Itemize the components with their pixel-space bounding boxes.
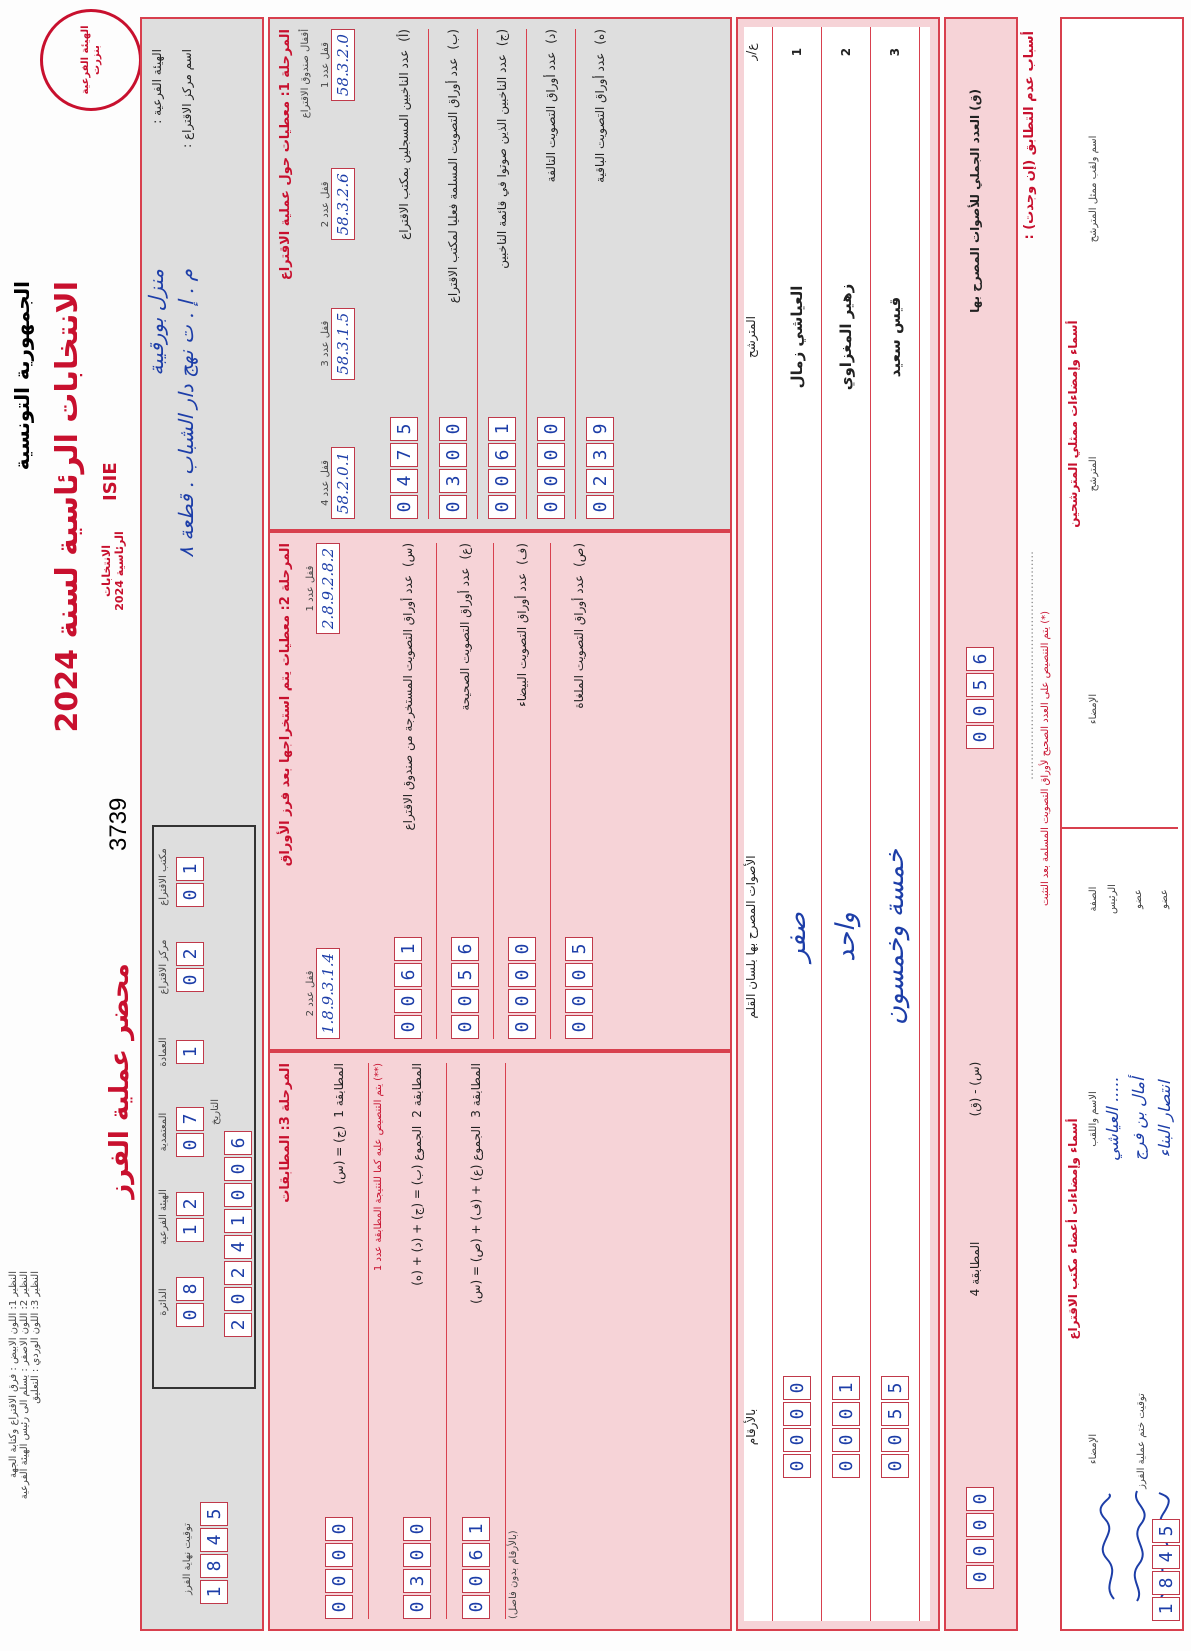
row-label: عدد أوراق التصويت المسلمة فعليا لمكتب الاقتراع bbox=[446, 57, 460, 304]
row-code: (ع) bbox=[458, 543, 472, 560]
digit: 0 bbox=[224, 1183, 252, 1207]
row-label: (ج) = (س) bbox=[332, 1125, 346, 1185]
stage1-row bbox=[429, 29, 478, 519]
form-title: محضر عملية الفرز bbox=[105, 963, 135, 1199]
isie-logo: ISIE bbox=[100, 462, 121, 501]
digit: 5 bbox=[1152, 1519, 1180, 1543]
digit: 0 bbox=[783, 1428, 811, 1452]
reps-title: أسماء وإمضاءات ممثلي المترشحين bbox=[1066, 320, 1080, 528]
row-label: عدد أوراق التصويت البيضاء bbox=[515, 572, 529, 707]
row-value bbox=[325, 1517, 353, 1619]
row-value bbox=[390, 417, 418, 519]
digit: 5 bbox=[881, 1402, 909, 1426]
stage2-row bbox=[380, 543, 437, 1039]
digit: 0 bbox=[537, 495, 565, 519]
stage3-row-4-code: المطابقة 4 bbox=[968, 1241, 982, 1297]
office-number bbox=[176, 857, 204, 907]
digit: 0 bbox=[394, 989, 422, 1013]
digit: 3 bbox=[439, 469, 467, 493]
stage3-note: (**) يتم التنصيص عليه كما للنتيجة المطابقة عدد 1 bbox=[373, 1063, 384, 1272]
total-label: (ق) العدد الجملي للأصوات المصرح بها bbox=[968, 89, 982, 313]
center-value: م . إ . ت نهج دار الشباب . قطعة ٨ bbox=[174, 269, 198, 558]
digit: 1 bbox=[462, 1517, 490, 1541]
row-value bbox=[439, 417, 467, 519]
digit: 0 bbox=[403, 1543, 431, 1567]
closing-value bbox=[1152, 1519, 1180, 1621]
digit: 0 bbox=[325, 1517, 353, 1541]
row-code: المطابقة 2 bbox=[410, 1063, 424, 1118]
digit: 0 bbox=[966, 725, 994, 749]
votes-in-words: صفر bbox=[782, 912, 812, 962]
header-votes-words: الأصوات المصرح بها بلسان القلم bbox=[744, 855, 758, 1019]
votes-in-words: خمسة وخمسون bbox=[880, 849, 910, 1025]
digit: 0 bbox=[439, 495, 467, 519]
digit: 0 bbox=[508, 989, 536, 1013]
lock-item bbox=[305, 948, 340, 1039]
digit: 6 bbox=[462, 1543, 490, 1567]
sub-code bbox=[176, 1192, 204, 1242]
digit: 5 bbox=[451, 963, 479, 987]
digit: 0 bbox=[451, 1015, 479, 1039]
digit: 0 bbox=[451, 989, 479, 1013]
header-votes-digits: بالأرقام bbox=[744, 1408, 758, 1446]
candidate-row bbox=[773, 27, 822, 1621]
row-code: المطابقة 1 bbox=[332, 1063, 346, 1118]
reps-header bbox=[1088, 39, 1099, 809]
legend-line: النظير 3: اللون الوردي : التعليق bbox=[30, 1271, 41, 1404]
stage1-row bbox=[576, 29, 624, 519]
digit: 5 bbox=[390, 417, 418, 441]
signatures-divider bbox=[1062, 827, 1178, 829]
digit: 0 bbox=[325, 1595, 353, 1619]
region-code bbox=[176, 1277, 204, 1327]
lock-item bbox=[320, 308, 355, 380]
row-code: (ف) bbox=[515, 543, 529, 565]
digit: 2 bbox=[586, 469, 614, 493]
delegation-code-label: المعتمدية bbox=[158, 1112, 169, 1152]
election-title: الانتخابات الرئاسية لسنة 2024 bbox=[50, 281, 85, 733]
digit: 0 bbox=[783, 1454, 811, 1478]
digit: 0 bbox=[462, 1569, 490, 1593]
row-label: عدد أوراق التصويت المستخرجة من صندوق الاقتراع bbox=[401, 575, 415, 831]
candidates-panel bbox=[736, 17, 940, 1631]
digit: 0 bbox=[832, 1402, 860, 1426]
candidate-name: العياشي زمال bbox=[788, 285, 806, 389]
digit: 0 bbox=[176, 883, 204, 907]
date-value bbox=[224, 1131, 252, 1337]
digit: 0 bbox=[537, 469, 565, 493]
digit: 0 bbox=[966, 1513, 994, 1537]
digit: 0 bbox=[176, 1133, 204, 1157]
digit: 0 bbox=[832, 1428, 860, 1452]
digit: 0 bbox=[439, 417, 467, 441]
digit: 4 bbox=[390, 469, 418, 493]
digit: 0 bbox=[394, 1015, 422, 1039]
digit: 8 bbox=[1152, 1571, 1180, 1595]
row-label: عدد أوراق التصويت الملغاة bbox=[572, 574, 586, 709]
members-title: أسماء وإمضاءات أعضاء مكتب الاقتراع bbox=[1066, 1118, 1080, 1340]
candidate-number: 1 bbox=[790, 47, 804, 57]
lock-code: 58.3.2.0 bbox=[331, 29, 355, 101]
legend-line: النظير 2: اللون الاصفر : يسلم الى رئيس الهيئة الفرعية bbox=[19, 1271, 30, 1500]
members-header bbox=[1088, 849, 1099, 1609]
digit: 1 bbox=[488, 417, 516, 441]
row-label: الجموع (ب) = (ج) + (د) + (ه) bbox=[410, 1125, 424, 1286]
center-label: اسم مركز الاقتراع : bbox=[180, 49, 194, 148]
name-header: الاسم واللقب bbox=[1088, 1091, 1099, 1147]
closing-label: توقيت ختم عملية الفرز bbox=[1136, 1393, 1147, 1489]
stage2-row bbox=[494, 543, 551, 1039]
legend-line: النظير 1: اللون الابيض : فرق الاقتراع وكتابة الجهة bbox=[8, 1271, 19, 1478]
total-formula: (س) - (ق) bbox=[968, 1061, 982, 1117]
digit: 6 bbox=[966, 647, 994, 671]
digit: 5 bbox=[200, 1502, 228, 1526]
sign-header: الإمضاء bbox=[1088, 1433, 1099, 1465]
member-role: عضو bbox=[1132, 889, 1144, 909]
digit: 0 bbox=[783, 1402, 811, 1426]
stage2-title: المرحلة 2: معطيات يتم استخراجها بعد فرز الأوراق bbox=[278, 543, 293, 867]
member-name: ..... العياشي bbox=[1102, 1077, 1122, 1161]
stage1-rows bbox=[380, 29, 624, 519]
stage2-locks bbox=[305, 543, 340, 1039]
stage1-panel bbox=[268, 17, 732, 531]
digit: 0 bbox=[881, 1428, 909, 1452]
candidate-name: زهير المغزاوي bbox=[837, 283, 855, 391]
row-code: (س) bbox=[401, 543, 415, 568]
digit: 2 bbox=[176, 942, 204, 966]
digit: 1 bbox=[1152, 1597, 1180, 1621]
row-code: (ب) bbox=[446, 29, 460, 50]
stage3-rows bbox=[310, 1063, 521, 1619]
votes-in-digits bbox=[881, 1277, 909, 1577]
identification-block bbox=[140, 17, 264, 1631]
digit: 0 bbox=[508, 963, 536, 987]
candidates-table bbox=[744, 27, 930, 1621]
stage3-title: المرحلة 3: المطابقات bbox=[278, 1063, 293, 1203]
digit: 0 bbox=[966, 1565, 994, 1589]
row-code: المطابقة 3 bbox=[469, 1063, 483, 1118]
digit: 0 bbox=[832, 1454, 860, 1478]
digit: 0 bbox=[176, 968, 204, 992]
delegation-code bbox=[176, 1107, 204, 1157]
digit: 4 bbox=[1152, 1545, 1180, 1569]
digit: 0 bbox=[176, 1303, 204, 1327]
lock-item bbox=[305, 543, 340, 634]
lock-label: قفل عدد 2 bbox=[320, 181, 331, 228]
stage1-locks bbox=[320, 29, 355, 519]
closing-time bbox=[200, 1502, 228, 1604]
digit: 7 bbox=[390, 443, 418, 467]
form-header bbox=[0, 0, 140, 1651]
lock-label: قفل عدد 2 bbox=[305, 970, 316, 1017]
member-name: انتصار البناء bbox=[1154, 1080, 1174, 1158]
digit: 0 bbox=[966, 1487, 994, 1511]
digit: 0 bbox=[881, 1454, 909, 1478]
stage1-row bbox=[527, 29, 576, 519]
digit: 0 bbox=[390, 495, 418, 519]
digit: 0 bbox=[508, 1015, 536, 1039]
digit: 2 bbox=[176, 1192, 204, 1216]
digit: 3 bbox=[403, 1569, 431, 1593]
digit: 6 bbox=[394, 963, 422, 987]
digit: 8 bbox=[200, 1554, 228, 1578]
stage3-row-4-value bbox=[966, 1487, 994, 1589]
lock-item bbox=[320, 168, 355, 240]
delegation-value: منزل بورقيبة bbox=[144, 269, 168, 376]
digit: 0 bbox=[966, 699, 994, 723]
discrepancy-section bbox=[1016, 21, 1056, 1631]
row-label: عدد الناخبين الذين صوتوا في قائمة الناخبين bbox=[495, 54, 509, 269]
digit: 1 bbox=[832, 1376, 860, 1400]
center-code bbox=[176, 942, 204, 992]
row-label: عدد أوراق التصويت الباقية bbox=[593, 52, 607, 183]
digit: 7 bbox=[176, 1107, 204, 1131]
digit: 1 bbox=[176, 857, 204, 881]
reps-candidate-header: المترشح bbox=[1088, 456, 1099, 492]
digit: 9 bbox=[586, 417, 614, 441]
office-number-label: مكتب الاقتراع bbox=[158, 848, 169, 906]
imada-label: العمادة bbox=[158, 1037, 169, 1067]
digit: 0 bbox=[565, 1015, 593, 1039]
lock-code: 2.8.9.2.8.2 bbox=[316, 543, 340, 634]
election-logo: الانتخابات الرئاسية 2024 bbox=[100, 531, 126, 611]
stage2-panel bbox=[268, 531, 732, 1051]
row-value bbox=[462, 1517, 490, 1619]
stage3-unit-note: (بالأرقام بدون فاصل) bbox=[508, 1530, 519, 1619]
codes-panel bbox=[152, 825, 256, 1389]
row-label: الجموع (ع) + (ف) + (ص) = (س) bbox=[469, 1125, 483, 1304]
row-value bbox=[565, 937, 593, 1039]
row-label: عدد أوراق التصويت التالفة bbox=[544, 51, 558, 183]
stage2-row bbox=[437, 543, 494, 1039]
digit: 1 bbox=[176, 1218, 204, 1242]
candidate-number: 3 bbox=[888, 47, 902, 57]
row-value bbox=[586, 417, 614, 519]
votes-in-digits bbox=[783, 1277, 811, 1577]
candidate-number: 2 bbox=[839, 47, 853, 57]
row-code: (ج) bbox=[495, 29, 509, 47]
lock-code: 1.8.9.3.1.4 bbox=[316, 948, 340, 1039]
lock-item bbox=[320, 29, 355, 101]
digit: 6 bbox=[488, 443, 516, 467]
digit: 0 bbox=[325, 1569, 353, 1593]
digit: 0 bbox=[403, 1517, 431, 1541]
region-label: الدائرة bbox=[158, 1288, 169, 1316]
row-value bbox=[403, 1517, 431, 1619]
stage1-locks-label: أقفال صندوق الاقتراع bbox=[300, 29, 311, 119]
digit: 2 bbox=[224, 1313, 252, 1337]
candidate-name: قيس سعيد bbox=[886, 296, 904, 378]
votes-in-words: واحد bbox=[831, 912, 861, 962]
digit: 5 bbox=[881, 1376, 909, 1400]
stage3-row bbox=[447, 1063, 506, 1619]
stage2-rows bbox=[380, 543, 607, 1039]
stage3-row bbox=[388, 1063, 447, 1619]
digit: 2 bbox=[224, 1261, 252, 1285]
digit: 0 bbox=[325, 1543, 353, 1567]
lock-code: 58.3.2.6 bbox=[331, 168, 355, 240]
digit: 6 bbox=[451, 937, 479, 961]
copy-legend bbox=[8, 1271, 41, 1601]
row-label: عدد الناخبين المسجلين بمكتب الاقتراع bbox=[397, 49, 411, 240]
candidate-row bbox=[871, 27, 920, 1621]
digit: 0 bbox=[783, 1376, 811, 1400]
closing-time-label: توقيت نهاية الفرز bbox=[182, 1523, 193, 1595]
member-name: أمال بن فرج bbox=[1128, 1077, 1148, 1161]
row-value bbox=[394, 937, 422, 1039]
candidate-row bbox=[822, 27, 871, 1621]
row-label: عدد أوراق التصويت الصحيحة bbox=[458, 567, 472, 711]
lock-code: 58.3.1.5 bbox=[331, 308, 355, 380]
digit: 0 bbox=[224, 1157, 252, 1181]
member-role: عضو bbox=[1158, 889, 1170, 909]
digit: 0 bbox=[224, 1287, 252, 1311]
row-code: (ه) bbox=[593, 29, 607, 45]
signature-scribble-icon bbox=[1099, 1489, 1121, 1609]
stage1-row bbox=[478, 29, 527, 519]
row-value bbox=[537, 417, 565, 519]
member-signature bbox=[1099, 1289, 1125, 1609]
digit: 1 bbox=[224, 1209, 252, 1233]
digit: 0 bbox=[462, 1595, 490, 1619]
stage1-title: المرحلة 1: معطيات حول عملية الاقتراع bbox=[278, 29, 293, 281]
digit: 1 bbox=[394, 937, 422, 961]
stage2-row bbox=[551, 543, 607, 1039]
discrepancy-value[interactable]: ............................................................ bbox=[1022, 551, 1036, 780]
sub-code-label: الهيئة الفرعية bbox=[158, 1189, 169, 1245]
date-label: التاريخ bbox=[210, 1099, 221, 1125]
digit: 0 bbox=[565, 963, 593, 987]
lock-label: قفل عدد 4 bbox=[320, 460, 331, 506]
digit: 0 bbox=[488, 469, 516, 493]
country-name: الجمهورية التونسية bbox=[10, 281, 34, 471]
official-stamp bbox=[40, 9, 142, 111]
lock-label: قفل عدد 3 bbox=[320, 320, 331, 367]
row-code: (ص) bbox=[572, 543, 586, 567]
member-role: الرئيس bbox=[1106, 884, 1118, 914]
digit: 0 bbox=[537, 417, 565, 441]
form-number: 3739 bbox=[105, 797, 132, 851]
digit: 0 bbox=[565, 989, 593, 1013]
digit: 4 bbox=[224, 1235, 252, 1259]
digit: 0 bbox=[439, 443, 467, 467]
total-value bbox=[966, 647, 994, 749]
totals-panel bbox=[944, 17, 1018, 1631]
row-value bbox=[508, 937, 536, 1039]
header-number: ع/ر bbox=[744, 43, 758, 61]
discrepancy-note: (*) يتم التنصيص على العدد الصحيح لأوراق التصويت المسلمة بعد التثبت bbox=[1040, 611, 1051, 906]
role-header: الصفة bbox=[1088, 886, 1099, 912]
lock-code: 58.2.0.1 bbox=[331, 447, 355, 519]
digit: 3 bbox=[586, 443, 614, 467]
candidates-header bbox=[744, 27, 773, 1621]
digit: 0 bbox=[966, 1539, 994, 1563]
row-value bbox=[451, 937, 479, 1039]
reps-name-header: اسم ولقب ممثل المترشح bbox=[1088, 135, 1099, 243]
digit: 0 bbox=[537, 443, 565, 467]
row-code: (د) bbox=[544, 29, 558, 44]
stage3-row bbox=[310, 1063, 369, 1619]
lock-item bbox=[320, 447, 355, 519]
imada-code bbox=[176, 1040, 204, 1064]
reps-sign-header: الإمضاء bbox=[1088, 693, 1099, 725]
center-code-label: مركز الاقتراع bbox=[158, 939, 169, 995]
digit: 0 bbox=[488, 495, 516, 519]
row-value bbox=[488, 417, 516, 519]
digit: 8 bbox=[176, 1277, 204, 1301]
digit: 1 bbox=[176, 1040, 204, 1064]
digit: 1 bbox=[200, 1580, 228, 1604]
stage1-row bbox=[380, 29, 429, 519]
stamp-text: الهيئة الفرعية بنزرت bbox=[80, 25, 102, 95]
digit: 4 bbox=[200, 1528, 228, 1552]
digit: 5 bbox=[966, 673, 994, 697]
member-row bbox=[1099, 849, 1125, 1609]
digit: 0 bbox=[403, 1595, 431, 1619]
stage3-panel bbox=[268, 1051, 732, 1631]
row-code: (أ) bbox=[397, 29, 411, 42]
closing-section bbox=[1130, 1371, 1186, 1631]
digit: 5 bbox=[565, 937, 593, 961]
discrepancy-label: أسباب عدم التطابق (إن وجدت) : bbox=[1022, 31, 1037, 240]
votes-in-digits bbox=[832, 1277, 860, 1577]
lock-label: قفل عدد 1 bbox=[320, 42, 331, 88]
digit: 0 bbox=[508, 937, 536, 961]
digit: 6 bbox=[224, 1131, 252, 1155]
digit: 0 bbox=[586, 495, 614, 519]
delegation-label: الهيئة الفرعية : bbox=[150, 49, 164, 124]
lock-label: قفل عدد 1 bbox=[305, 565, 316, 612]
header-name: المترشح bbox=[744, 316, 758, 358]
